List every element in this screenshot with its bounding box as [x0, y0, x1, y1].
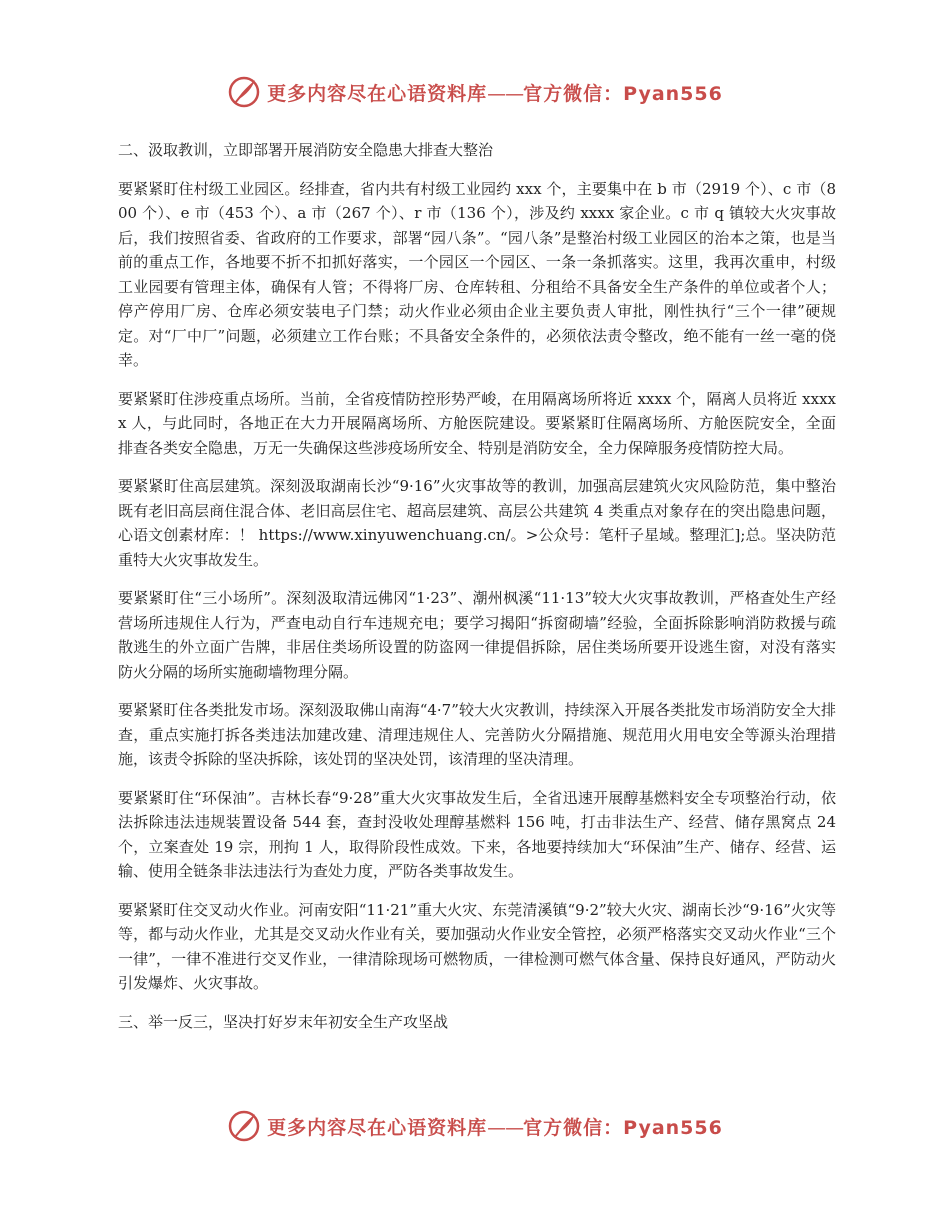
paragraph-epidemic-sites: 要紧紧盯住涉疫重点场所。当前，全省疫情防控形势严峻，在用隔离场所将近 xxxx 个，隔离人员将近 xxxxx 人，与此同时，各地正在大力开展隔离场所、方舱医院建设。要紧紧盯住隔离场所、方舱医院安全，全面排查各类安全隐患，万无一失确保这些涉疫场所安全、特别是消防安全，全力保障服务疫情防控大局。	[118, 389, 836, 457]
watermark-text: 更多内容尽在心语资料库——官方微信：Pyan556	[267, 82, 723, 105]
document-body	[118, 138, 836, 1048]
paragraph-small-venues: 要紧紧盯住“三小场所”。深刻汲取清远佛冈“1·23”、潮州枫溪“11·13”较大火灾事故教训，严格查处生产经营场所违规住人行为，严查电动自行车违规充电；要学习揭阳“拆窗砌墙”经验，全面拆除影响消防救援与疏散逃生的外立面广告牌，非居住类场所设置的防盗网一律提倡拆除，居住类场所要开设逃生窗，对没有落实防火分隔的场所实施砌墙物理分隔。	[118, 589, 836, 681]
paragraph-hot-work: 要紧紧盯住交叉动火作业。河南安阳“11·21”重大火灾、东莞清溪镇“9·2”较大火灾、湖南长沙“9·16”火灾等等，都与动火作业，尤其是交叉动火作业有关，要加强动火作业安全管控，必须严格落实交叉动火作业“三个一律”，一律不准进行交叉作业，一律清除现场可燃物质，一律检测可燃气体含量、保持良好通风，严防动火引发爆炸、火灾事故。	[118, 900, 836, 992]
paragraph-industrial-parks: 要紧紧盯住村级工业园区。经排查，省内共有村级工业园约 xxx 个，主要集中在 b 市（2919 个）、c 市（800 个）、e 市（453 个）、a 市（267 个）、r 市（136 个），涉及约 xxxx 家企业。c 市 q 镇较大火灾事故后，我们按照省委、省政府的工作要求，部署“园八条”。“园八条”是整治村级工业园区的治本之策，也是当前的重点工作，各地要不折不扣抓好落实，一个园区一个园区、一条一条抓落实。这里，我再次重申，村级工业园要有管理主体，确保有人管；不得将厂房、仓库转租、分租给不具备安全生产条件的单位或者个人；停产停用厂房、仓库必须安装电子门禁；动火作业必须由企业主要负责人审批，刚性执行“三个一律”硬规定。对“厂中厂”问题，必须建立工作台账；不具备安全条件的，必须依法责令整改，绝不能有一丝一毫的侥幸。	[118, 179, 836, 369]
watermark-text: 更多内容尽在心语资料库——官方微信：Pyan556	[267, 1116, 723, 1139]
paragraph-eco-oil: 要紧紧盯住“环保油”。吉林长春“9·28”重大火灾事故发生后，全省迅速开展醇基燃料安全专项整治行动，依法拆除违法违规装置设备 544 套，查封没收处理醇基燃料 156 吨，打击非法生产、经营、储存黑窝点 24 个，立案查处 19 宗，刑拘 1 人，取得阶段性成效。下来，各地要持续加大“环保油”生产、储存、经营、运输、使用全链条非法违法行为查处力度，严防各类事故发生。	[118, 788, 836, 880]
section-heading-2: 二、汲取教训，立即部署开展消防安全隐患大排查大整治	[118, 141, 494, 159]
quill-logo-icon	[227, 75, 261, 109]
quill-logo-icon	[227, 1109, 261, 1143]
section-heading-3: 三、举一反三，坚决打好岁末年初安全生产攻坚战	[118, 1012, 449, 1031]
paragraph-wholesale-markets: 要紧紧盯住各类批发市场。深刻汲取佛山南海“4·7”较大火灾教训，持续深入开展各类批发市场消防安全大排查，重点实施打拆各类违法加建改建、清理违规住人、完善防火分隔措施、规范用火用电安全等源头治理措施，该责令拆除的坚决拆除，该处罚的坚决处罚，该清理的坚决清理。	[118, 701, 836, 768]
paragraph-high-rise: 要紧紧盯住高层建筑。深刻汲取湖南长沙“9·16”火灾事故等的教训，加强高层建筑火灾风险防范，集中整治既有老旧高层商住混合体、老旧高层住宅、超高层建筑、高层公共建筑 4 类重点对象存在的突出隐患问题，心语文创素材库：！ https://www.xinyuwenchuang.cn/。>公众号：笔杆子星域。整理汇];总。坚决防范重特大火灾事故发生。	[118, 477, 836, 569]
watermark-banner-bottom	[0, 1106, 950, 1146]
watermark-banner-top	[0, 72, 950, 112]
